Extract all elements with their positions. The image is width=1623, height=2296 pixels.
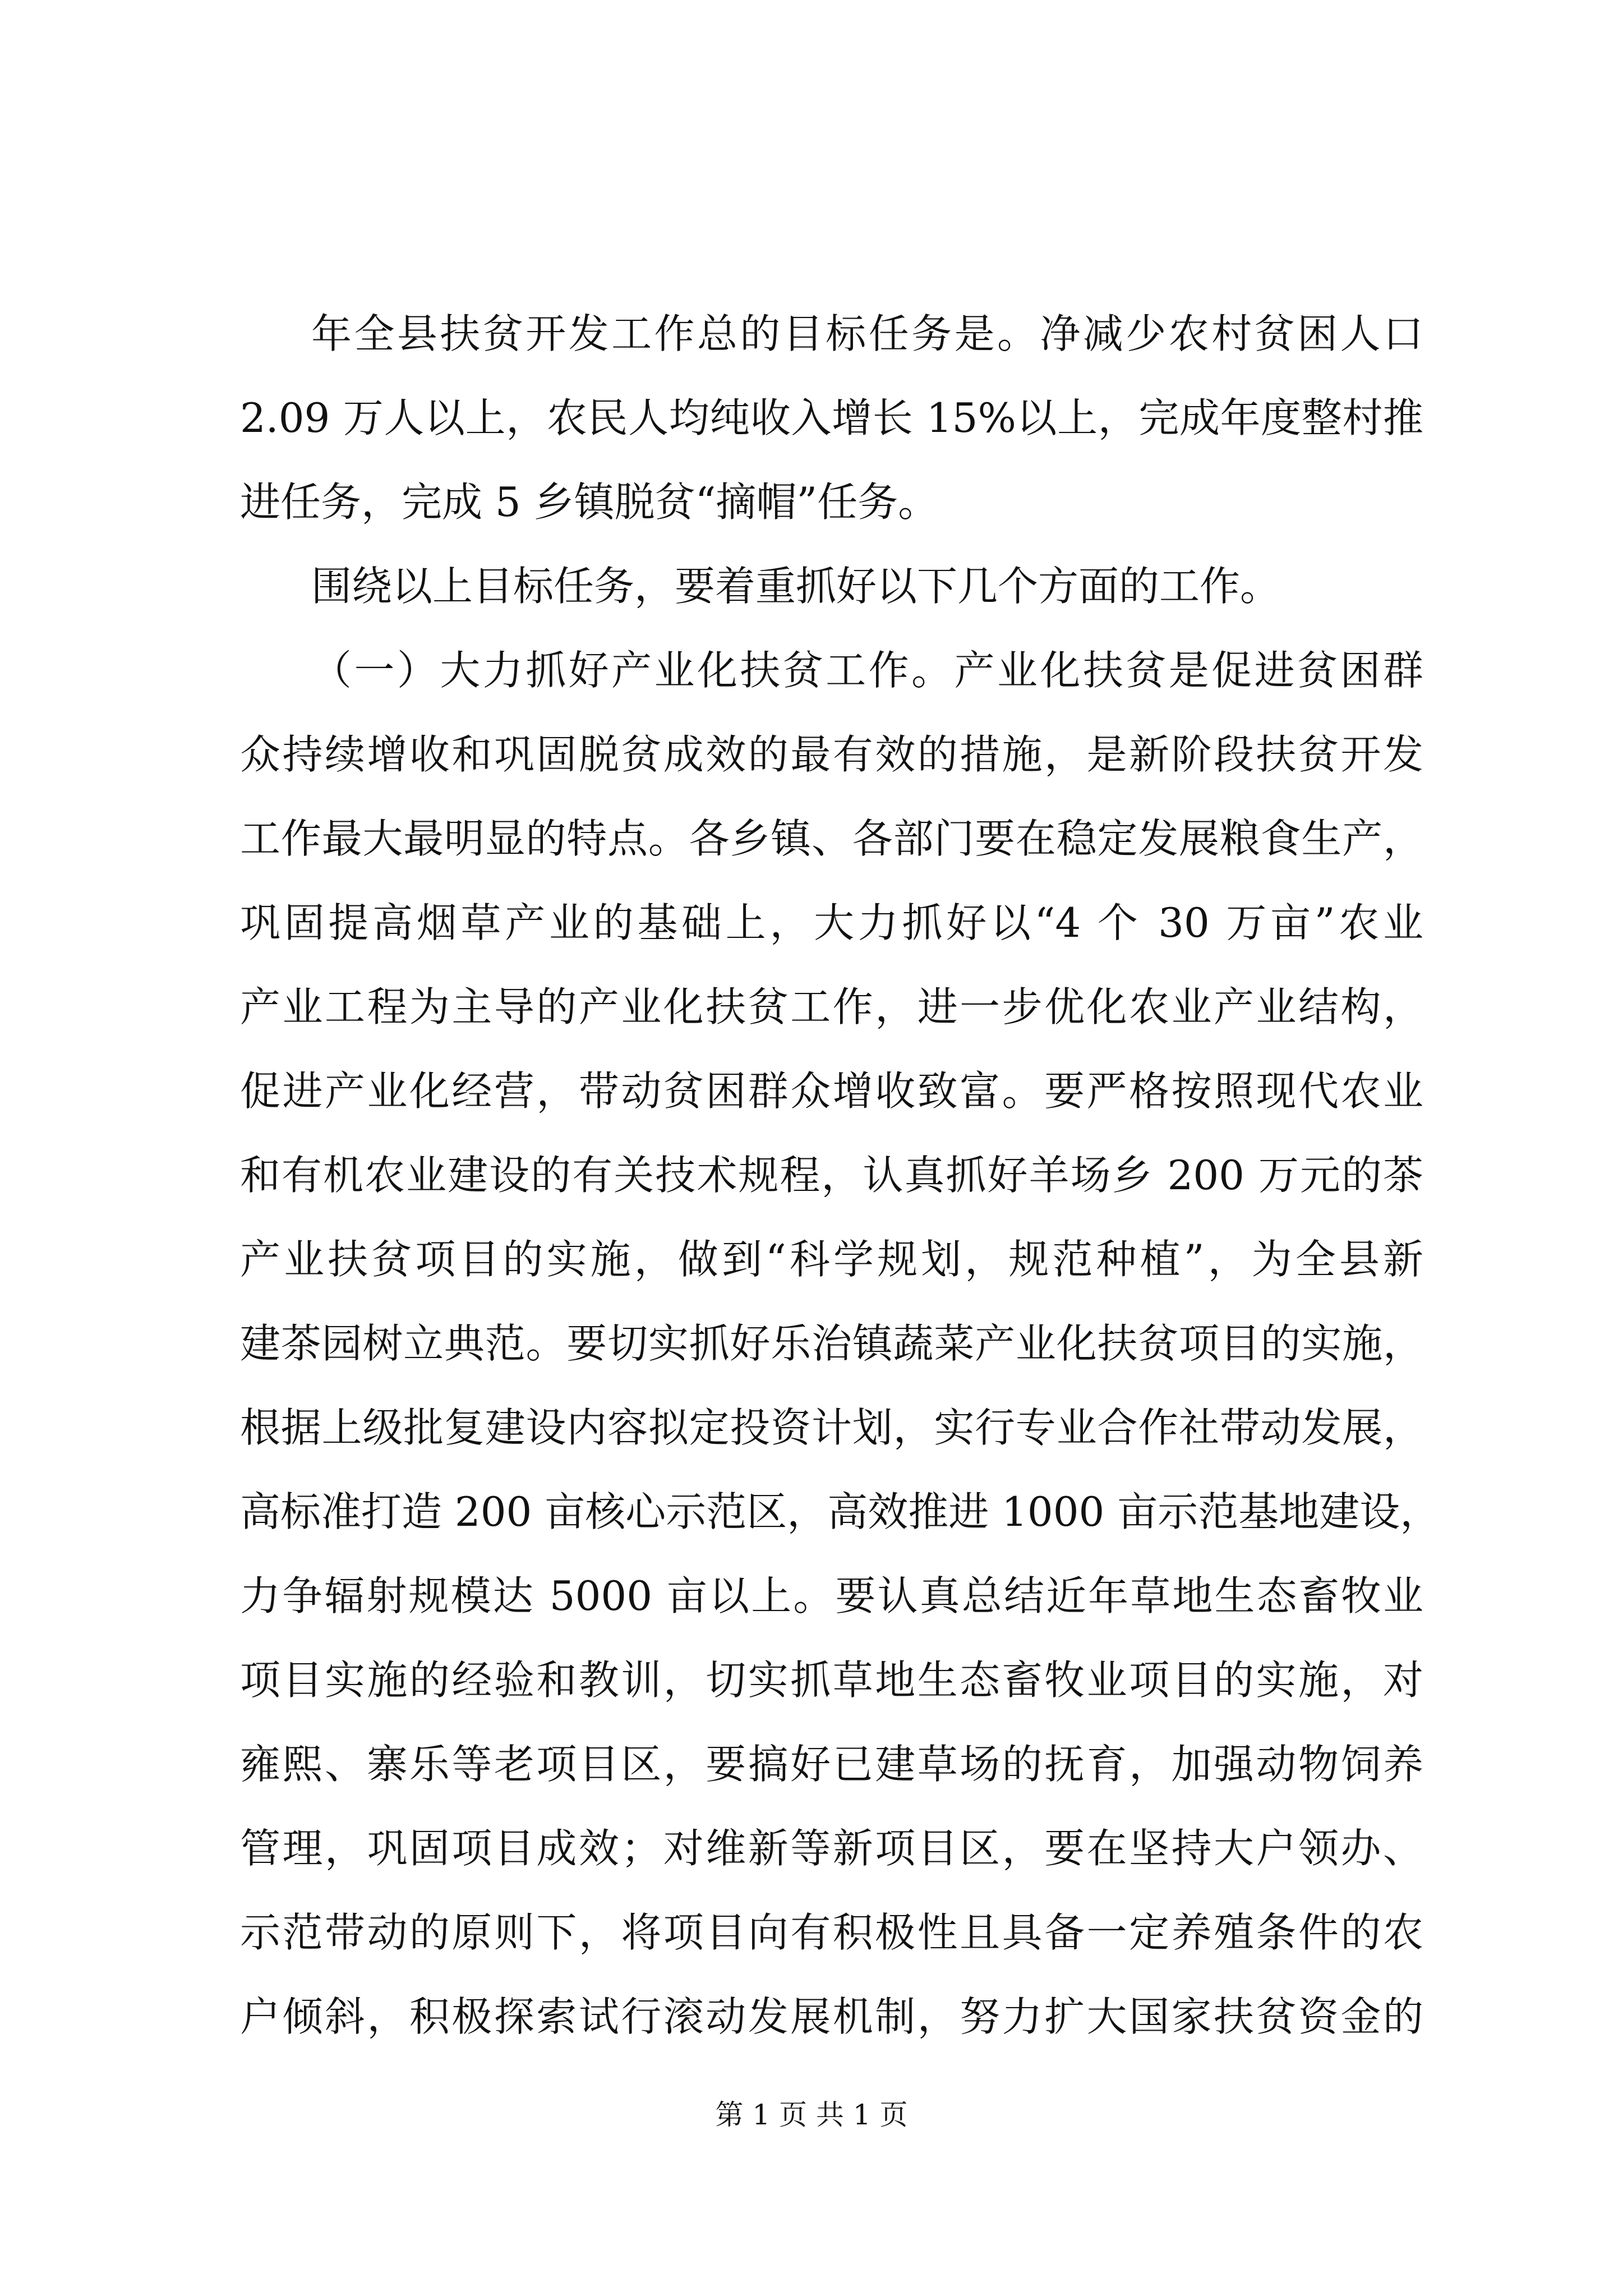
paragraph-3-line-15: 管理，巩固项目成效；对维新等新项目区，要在坚持大户领办、 — [240, 1825, 1423, 1872]
paragraph-1-line-3: 进任务，完成 5 乡镇脱贫“摘帽”任务。 — [240, 478, 939, 526]
paragraph-3-line-17: 户倾斜，积极探索试行滚动发展机制，努力扩大国家扶贫资金的 — [240, 1993, 1423, 2040]
paragraph-3-line-14: 雍熙、寨乐等老项目区，要搞好已建草场的抚育，加强动物饲养 — [240, 1741, 1423, 1788]
paragraph-3-line-7: 和有机农业建设的有关技术规程，认真抓好羊场乡 200 万元的茶 — [240, 1152, 1423, 1199]
paragraph-3-line-6: 促进产业化经营，带动贫困群众增收致富。要严格按照现代农业 — [240, 1068, 1423, 1115]
paragraph-3-line-11: 高标准打造 200 亩核心示范区，高效推进 1000 亩示范基地建设， — [240, 1488, 1441, 1535]
paragraph-3-line-2: 众持续增收和巩固脱贫成效的最有效的措施，是新阶段扶贫开发 — [240, 731, 1423, 778]
paragraph-3-line-12: 力争辐射规模达 5000 亩以上。要认真总结近年草地生态畜牧业 — [240, 1572, 1423, 1619]
paragraph-1-line-1: 年全县扶贫开发工作总的目标任务是。净减少农村贫困人口 — [311, 310, 1423, 357]
paragraph-3-line-4: 巩固提高烟草产业的基础上，大力抓好以“4 个 30 万亩”农业 — [240, 899, 1423, 946]
paragraph-3-line-5: 产业工程为主导的产业化扶贫工作，进一步优化农业产业结构， — [240, 983, 1423, 1030]
paragraph-1-line-2: 2.09 万人以上，农民人均纯收入增长 15%以上，完成年度整村推 — [240, 394, 1423, 441]
paragraph-3-line-9: 建茶园树立典范。要切实抓好乐治镇蔬菜产业化扶贫项目的实施， — [240, 1320, 1423, 1367]
paragraph-3-line-1: （一）大力抓好产业化扶贫工作。产业化扶贫是促进贫困群 — [311, 647, 1423, 694]
paragraph-3-line-3: 工作最大最明显的特点。各乡镇、各部门要在稳定发展粮食生产， — [240, 815, 1423, 862]
paragraph-3-line-10: 根据上级批复建设内容拟定投资计划，实行专业合作社带动发展， — [240, 1404, 1423, 1451]
paragraph-2-line-1: 围绕以上目标任务，要着重抓好以下几个方面的工作。 — [311, 563, 1281, 610]
paragraph-3-line-16: 示范带动的原则下，将项目向有积极性且具备一定养殖条件的农 — [240, 1909, 1423, 1956]
page-footer: 第 1 页 共 1 页 — [715, 2099, 908, 2131]
paragraph-3-line-8: 产业扶贫项目的实施，做到“科学规划，规范种植”，为全县新 — [240, 1236, 1423, 1283]
paragraph-3-line-13: 项目实施的经验和教训，切实抓草地生态畜牧业项目的实施，对 — [240, 1657, 1423, 1704]
